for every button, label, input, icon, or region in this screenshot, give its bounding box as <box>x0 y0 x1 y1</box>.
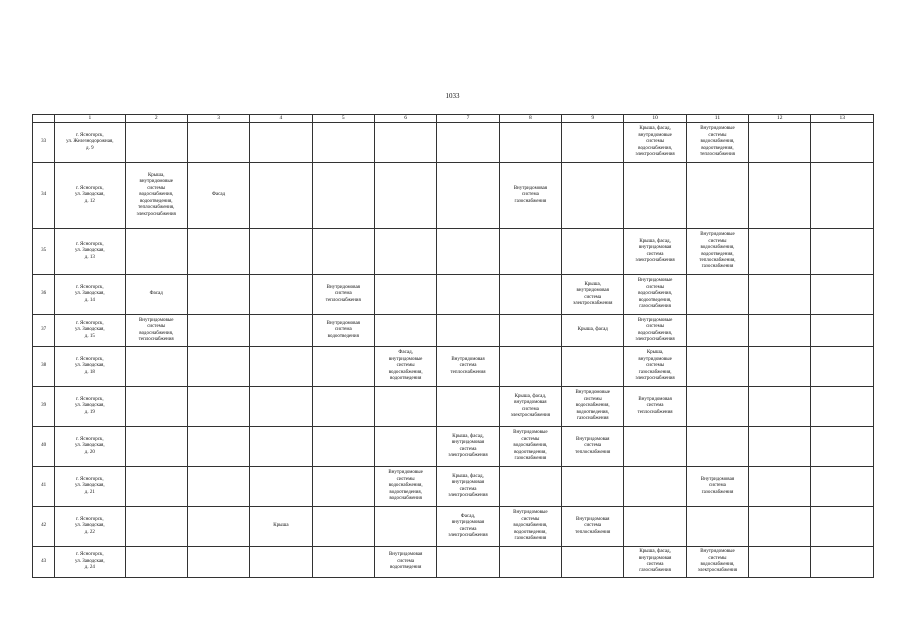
header-cell: 12 <box>749 115 811 123</box>
table-cell: Крыша, внутридомовая система электроснабжения <box>562 275 624 315</box>
table-cell <box>187 315 249 347</box>
table-cell: Внутридомовые системы водоснабжения, электроснабжения <box>686 547 748 578</box>
table-row <box>33 467 874 507</box>
table-cell: Крыша, внутридомовые системы водоснабжения, водоотведения, теплоснабжения, электроснабжения <box>125 163 187 229</box>
row-number: 40 <box>33 427 55 467</box>
table-cell <box>811 315 874 347</box>
table-cell <box>749 387 811 427</box>
header-cell: 9 <box>562 115 624 123</box>
table-cell <box>187 427 249 467</box>
header-cell: 2 <box>125 115 187 123</box>
table-cell <box>749 315 811 347</box>
table-cell: Внутридомовые системы водоснабжения, водоотведения, теплоснабжения, газоснабжения <box>686 229 748 275</box>
table-cell <box>374 427 436 467</box>
table-cell <box>624 507 686 547</box>
table-cell <box>187 547 249 578</box>
table-cell <box>749 427 811 467</box>
table-cell <box>125 123 187 163</box>
table-cell <box>749 163 811 229</box>
row-address: г. Ясногорск, ул. Заводская, д. 13 <box>55 229 125 275</box>
table-cell: Внутридомовые системы водоснабжения, электроснабжения <box>624 315 686 347</box>
table-row <box>33 507 874 547</box>
table-cell <box>187 387 249 427</box>
table-cell <box>250 163 312 229</box>
table-cell: Крыша, фасад, внутридомовая система электроснабжения <box>437 467 499 507</box>
header-cell: 8 <box>499 115 561 123</box>
table-cell <box>686 507 748 547</box>
table-cell <box>374 275 436 315</box>
table-cell <box>187 467 249 507</box>
table-cell <box>312 387 374 427</box>
table-row <box>33 387 874 427</box>
table-cell: Фасад <box>125 275 187 315</box>
table-cell: Крыша, фасад, внутридомовая система электроснабжения <box>624 229 686 275</box>
table-cell <box>811 547 874 578</box>
table-cell <box>811 275 874 315</box>
table-cell <box>250 315 312 347</box>
row-number: 41 <box>33 467 55 507</box>
table-cell <box>811 507 874 547</box>
table-cell <box>187 507 249 547</box>
table-cell <box>187 347 249 387</box>
table-cell <box>312 229 374 275</box>
table-row <box>33 275 874 315</box>
table-cell: Внутридомовая система водоотведения <box>312 315 374 347</box>
table-cell <box>187 123 249 163</box>
table-row <box>33 315 874 347</box>
table-cell: Внутридомовая система теплоснабжения <box>312 275 374 315</box>
table-cell <box>562 163 624 229</box>
table-cell: Крыша, фасад, внутридомовые системы водоснабжения, электроснабжения <box>624 123 686 163</box>
row-address: г. Ясногорск, ул. Заводская, д. 21 <box>55 467 125 507</box>
row-address: г. Ясногорск, ул. Заводская, д. 12 <box>55 163 125 229</box>
table-cell <box>562 467 624 507</box>
table-cell <box>686 163 748 229</box>
table-cell <box>125 467 187 507</box>
table-cell: Крыша, фасад, внутридомовая система электроснабжения <box>437 427 499 467</box>
table-cell: Крыша, внутридомовые системы газоснабжения, электроснабжения <box>624 347 686 387</box>
table-row <box>33 123 874 163</box>
table-cell <box>499 347 561 387</box>
header-cell: 4 <box>250 115 312 123</box>
table-cell: Фасад <box>187 163 249 229</box>
table-cell <box>749 507 811 547</box>
table-cell: Внутридомовые системы водоснабжения, водоотведения, водоснабжения <box>374 467 436 507</box>
table-row <box>33 427 874 467</box>
table-cell <box>811 467 874 507</box>
table-cell: Фасад, внутридомовые системы водоснабжения, водоотведения <box>374 347 436 387</box>
table-cell <box>437 315 499 347</box>
page-number: 1033 <box>445 92 460 100</box>
table-cell <box>686 387 748 427</box>
row-number: 33 <box>33 123 55 163</box>
row-address: г. Ясногорск, ул. Заводская, д. 15 <box>55 315 125 347</box>
table-cell <box>437 229 499 275</box>
table-cell <box>811 347 874 387</box>
header-cell: 7 <box>437 115 499 123</box>
row-number: 42 <box>33 507 55 547</box>
table-cell: Внутридомовая система теплоснабжения <box>562 507 624 547</box>
table-cell <box>811 229 874 275</box>
table-cell <box>250 547 312 578</box>
table-row <box>33 163 874 229</box>
table-cell: Внутридомовая система газоснабжения <box>499 163 561 229</box>
table-cell <box>811 163 874 229</box>
table-cell: Внутридомовая система водоотведения <box>374 547 436 578</box>
table-cell <box>811 427 874 467</box>
table-cell <box>437 547 499 578</box>
table-cell <box>811 123 874 163</box>
table-cell <box>312 427 374 467</box>
table-cell <box>624 163 686 229</box>
header-cell: 3 <box>187 115 249 123</box>
header-row <box>33 115 874 123</box>
table-cell <box>250 275 312 315</box>
table-cell <box>312 123 374 163</box>
table-cell <box>125 507 187 547</box>
table-cell <box>499 547 561 578</box>
header-cell-num <box>33 115 55 123</box>
table-cell <box>374 229 436 275</box>
table-cell <box>125 427 187 467</box>
table-cell <box>437 275 499 315</box>
table-cell <box>374 123 436 163</box>
row-address: г. Ясногорск, ул. Заводская, д. 18 <box>55 347 125 387</box>
table-cell <box>250 347 312 387</box>
table-cell <box>686 427 748 467</box>
table-cell <box>562 547 624 578</box>
header-cell: 13 <box>811 115 874 123</box>
table-cell: Внутридомовые системы водоснабжения, водоотведения, газоснабжения <box>562 387 624 427</box>
table-cell <box>499 123 561 163</box>
table-cell <box>686 347 748 387</box>
table-cell: Внутридомовые системы водоснабжения, водоотведения, теплоснабжения <box>686 123 748 163</box>
table-cell <box>374 507 436 547</box>
table-cell <box>562 123 624 163</box>
table-cell <box>250 387 312 427</box>
row-number: 38 <box>33 347 55 387</box>
table-cell: Внутридомовая система теплоснабжения <box>562 427 624 467</box>
table-cell <box>312 547 374 578</box>
table-cell <box>312 347 374 387</box>
table-cell <box>749 467 811 507</box>
table-cell <box>187 275 249 315</box>
table-cell <box>437 163 499 229</box>
table-cell <box>749 123 811 163</box>
table-cell <box>749 347 811 387</box>
table-cell <box>499 467 561 507</box>
table-cell <box>624 467 686 507</box>
table-cell: Крыша, фасад <box>562 315 624 347</box>
table-cell: Внутридомовая система теплоснабжения <box>624 387 686 427</box>
table-cell: Крыша, фасад, внутридомовая система электроснабжения <box>499 387 561 427</box>
table-row <box>33 547 874 578</box>
header-cell: 10 <box>624 115 686 123</box>
table-cell <box>125 387 187 427</box>
table-cell <box>312 507 374 547</box>
table-cell: Фасад, внутридомовая система электроснабжения <box>437 507 499 547</box>
row-number: 37 <box>33 315 55 347</box>
table-cell <box>749 229 811 275</box>
row-number: 43 <box>33 547 55 578</box>
table-cell <box>562 347 624 387</box>
table-cell: Внутридомовые системы водоснабжения, теплоснабжения <box>125 315 187 347</box>
table-cell <box>437 387 499 427</box>
table-row <box>33 229 874 275</box>
table-cell <box>624 427 686 467</box>
row-address: г. Ясногорск, ул. Железнодорожная, д. 9 <box>55 123 125 163</box>
row-address: г. Ясногорск, ул. Заводская, д. 22 <box>55 507 125 547</box>
row-address: г. Ясногорск, ул. Заводская, д. 24 <box>55 547 125 578</box>
row-address: г. Ясногорск, ул. Заводская, д. 20 <box>55 427 125 467</box>
capital-repair-table <box>32 114 874 578</box>
row-number: 36 <box>33 275 55 315</box>
table-cell <box>125 347 187 387</box>
header-cell: 1 <box>55 115 125 123</box>
table-cell: Внутридомовые системы водоснабжения, водоотведения, газоснабжения <box>624 275 686 315</box>
table-cell <box>437 123 499 163</box>
table-cell <box>811 387 874 427</box>
row-number: 34 <box>33 163 55 229</box>
table-cell <box>125 547 187 578</box>
table-cell: Внутридомовые системы водоснабжения, водоотведения, газоснабжения <box>499 507 561 547</box>
table-cell <box>374 315 436 347</box>
table-cell: Внутридомовые системы водоснабжения, водоотведения, газоснабжения <box>499 427 561 467</box>
table-body <box>33 123 874 578</box>
table-cell: Крыша, фасад, внутридомовая система газоснабжения <box>624 547 686 578</box>
table-cell <box>125 229 187 275</box>
table-cell <box>250 123 312 163</box>
table-cell <box>686 315 748 347</box>
table-cell <box>374 163 436 229</box>
header-cell: 11 <box>686 115 748 123</box>
table-cell <box>250 467 312 507</box>
table-cell <box>499 315 561 347</box>
table-cell <box>686 275 748 315</box>
row-number: 35 <box>33 229 55 275</box>
table-cell <box>499 275 561 315</box>
row-number: 39 <box>33 387 55 427</box>
table-cell <box>250 229 312 275</box>
table-cell <box>312 163 374 229</box>
row-address: г. Ясногорск, ул. Заводская, д. 14 <box>55 275 125 315</box>
table-cell <box>312 467 374 507</box>
table-cell <box>187 229 249 275</box>
table-cell <box>749 547 811 578</box>
table-cell <box>250 427 312 467</box>
table-cell: Внутридомовая система теплоснабжения <box>437 347 499 387</box>
table-row <box>33 347 874 387</box>
header-cell: 6 <box>374 115 436 123</box>
table-cell: Крыша <box>250 507 312 547</box>
table-cell <box>562 229 624 275</box>
table-cell <box>499 229 561 275</box>
row-address: г. Ясногорск, ул. Заводская, д. 19 <box>55 387 125 427</box>
table-cell: Внутридомовая система газоснабжения <box>686 467 748 507</box>
table-cell <box>374 387 436 427</box>
header-cell: 5 <box>312 115 374 123</box>
table-cell <box>749 275 811 315</box>
